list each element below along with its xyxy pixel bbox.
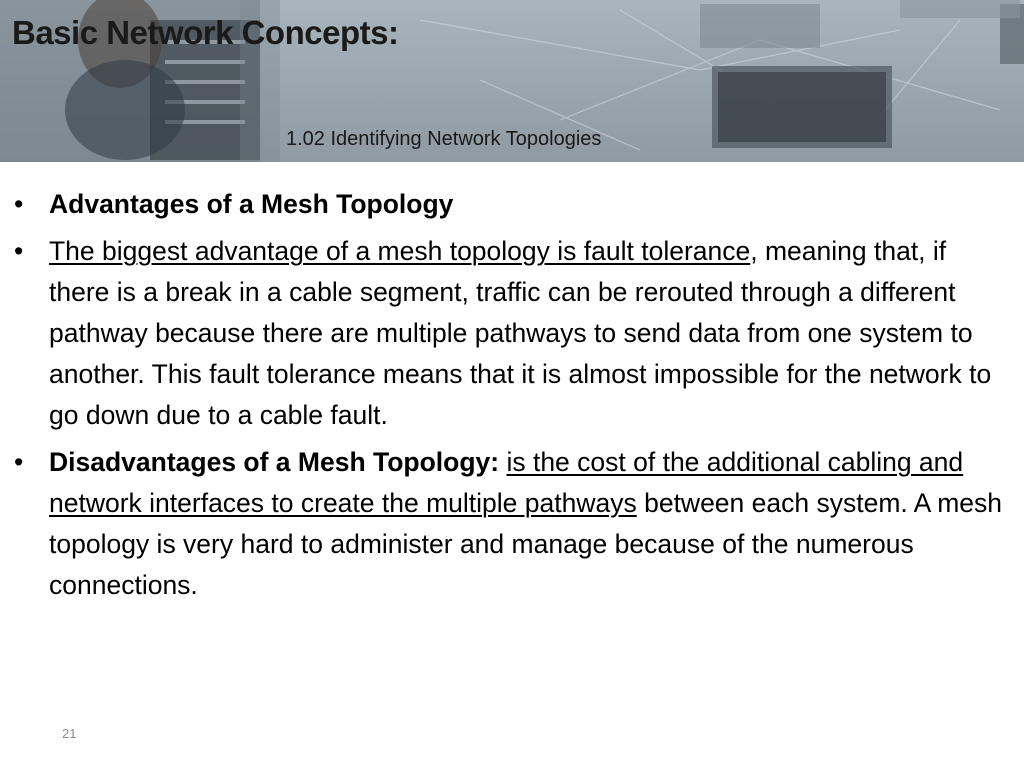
header-banner (0, 0, 1024, 162)
bullet-icon: • (14, 189, 24, 219)
bullet-disadvantages (0, 442, 1024, 606)
bullet-icon: • (14, 447, 24, 477)
bullet-advantages-heading (0, 184, 1024, 225)
slide-content (0, 184, 1024, 612)
bullet-advantages-detail (0, 231, 1024, 436)
slide-title: Basic Network Concepts: (12, 14, 399, 51)
advantages-underlined-text: The biggest advantage of a mesh topology is fault tolerance (49, 236, 751, 266)
page-number: 21 (62, 726, 77, 741)
advantages-body-text: , meaning that, if there is a break in a cable segment, traffic can be rerouted through a different pathway because there are multiple pathways to send data from one system to another. This fault tolerance means that it is almost impossible for the network to go down due to a cable fault. (49, 236, 992, 430)
disadvantages-body-text: between each system. A mesh topology is very hard to administer and manage because of the numerous connections. (49, 488, 1003, 600)
advantages-heading: Advantages of a Mesh Topology (49, 189, 454, 219)
bullet-icon: • (14, 236, 24, 266)
slide-subtitle: 1.02 Identifying Network Topologies (286, 128, 602, 150)
disadvantages-underlined-text: is the cost of the additional cabling and network interfaces to create the multiple pathways (49, 447, 964, 518)
disadvantages-heading: Disadvantages of a Mesh Topology: (49, 447, 500, 477)
